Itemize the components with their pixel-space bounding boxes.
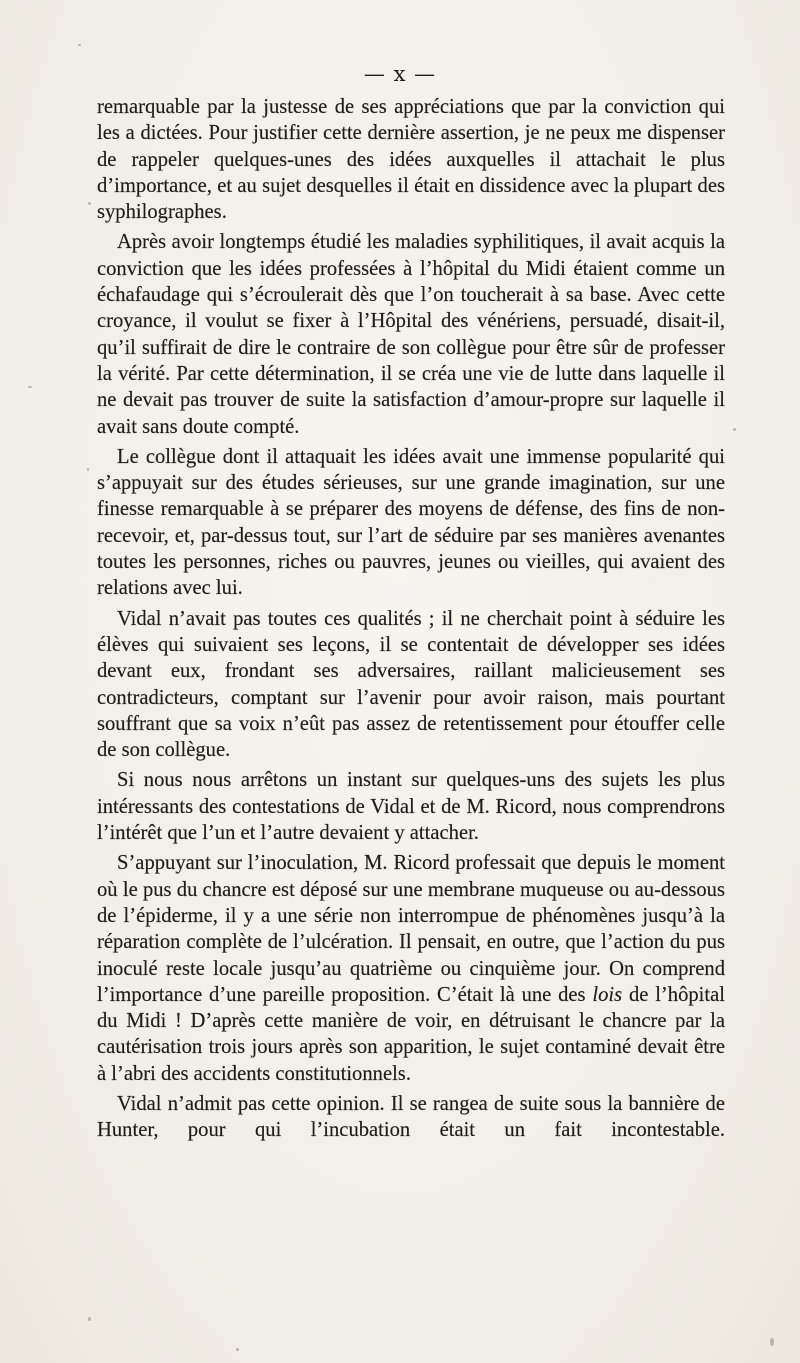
paper-speck [236,1348,239,1351]
paper-speck [78,44,81,46]
paragraph [97,850,725,1087]
paragraph-text: S’appuyant sur l’inoculation, M. Ricord professait que depuis le moment où le pus du chancre est déposé sur une membrane muqueuse ou au-dessous de l’épiderme, il y a une série non interrompue de phénomènes jusqu’à la réparation complète de l’ulcération. Il pensait, en outre, que l’action du pus inoculé reste locale jusqu’au quatrième ou cinquième jour. On comprend l’importance d’une pareille proposition. C’était là une des [97,852,725,1006]
body-text [97,94,725,1148]
paper-speck [88,1317,91,1321]
paragraph: Après avoir longtemps étudié les maladies syphilitiques, il avait acquis la conviction que les idées professées à l’hôpital du Midi étaient comme un échafaudage qui s’écroulerait dès que l’on toucherait à sa base. Avec cette croyance, il voulut se fixer à l’Hôpital des vénériens, persuadé, disait-il, qu’il suffirait de dire le contraire de son collègue pour être sûr de professer la vérité. Par cette détermination, il se créa une vie de lutte dans laquelle il ne devait pas trouver de suite la satisfaction d’amour-propre sur laquelle il avait sans doute compté. [97,231,725,438]
paper-speck [770,1338,774,1346]
paper-speck [28,386,32,388]
paper-speck [733,428,736,431]
page-header: — x — [363,62,437,86]
italic-term: lois [592,983,623,1006]
paragraph: Vidal n’avait pas toutes ces qualités ; il ne cherchait point à séduire les élèves qui suivaient ses leçons, il se contentait de développer ses idées devant eux, frondant ses adversaires, raillant malicieusement ses contradicteurs, comptant sur l’avenir pour avoir raison, mais pourtant souffrant que sa voix n’eût pas assez de retentissement pour étouffer celle de son collègue. [97,607,725,762]
paragraph: Le collègue dont il attaquait les idées avait une immense popularité qui s’appuyait sur des études sérieuses, sur une grande imagination, sur une finesse remarquable à se préparer des moyens de défense, des fins de non-recevoir, et, par-dessus tout, sur l’art de séduire par ses manières avenantes toutes les personnes, riches ou pauvres, jeunes ou vieilles, qui avaient des relations avec lui. [97,445,725,600]
paragraph: Si nous nous arrêtons un instant sur quelques-uns des sujets les plus intéressants des contestations de Vidal et de M. Ricord, nous comprendrons l’intérêt que l’un et l’autre devaient y attacher. [97,769,725,845]
paper-speck [88,202,91,205]
paragraph: Vidal n’admit pas cette opinion. Il se rangea de suite sous la bannière de Hunter, pour qui l’incubation était un fait incontestable. [97,1092,725,1142]
paragraph-text: de l’hôpital du Midi ! D’après cette manière de voir, en détruisant le chancre par la cautérisation trois jours après son apparition, le sujet contaminé devait être à l’abri des accidents constitutionnels. [97,983,725,1085]
paper-speck [87,468,89,471]
paragraph: remarquable par la justesse de ses appréciations que par la conviction qui les a dictées. Pour justifier cette dernière assertion, je ne peux me dispenser de rappeler quelques-unes des idées auxquelles il attachait le plus d’importance, et au sujet desquelles il était en dissidence avec la plupart des syphilographes. [97,96,725,224]
